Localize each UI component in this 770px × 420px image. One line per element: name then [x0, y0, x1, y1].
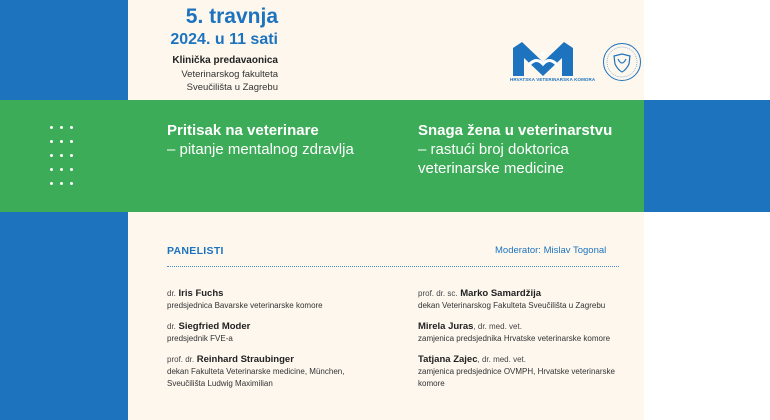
- topic-title: Snaga žena u veterinarstvu: [418, 122, 613, 139]
- panelist: [418, 320, 633, 345]
- panelist-name: Iris Fuchs: [178, 288, 224, 299]
- panelists-heading: PANELISTI: [167, 245, 224, 257]
- panelist-role: predsjednica Bavarske veterinarske komore: [167, 301, 323, 310]
- panelist: [418, 287, 633, 312]
- decor-block-bottom-left: [0, 212, 128, 420]
- panelist-name: Mirela Juras: [418, 321, 474, 332]
- topic-women-in-vet: [418, 121, 643, 178]
- faculty-seal-icon: [602, 42, 642, 82]
- panelist: [167, 353, 382, 390]
- panelist: [418, 353, 633, 390]
- venue-line: Sveučilišta u Zagrebu: [186, 82, 278, 93]
- decor-block-top-left: [0, 0, 128, 100]
- moderator: Moderator: Mislav Togonal: [495, 245, 607, 256]
- panelist: [167, 320, 382, 345]
- panelist-role: zamjenica predsjednice OVMPH, Hrvatske veterinarske komore: [418, 367, 615, 388]
- event-info: [128, 4, 278, 94]
- event-time: 2024. u 11 sati: [170, 31, 278, 48]
- panelist-suffix: , dr. med. vet.: [477, 355, 526, 364]
- panelist-role: zamjenica predsjednika Hrvatske veterinarske komore: [418, 334, 611, 343]
- venue-title: Klinička predavaonica: [172, 55, 278, 66]
- panelist-prefix: dr.: [167, 322, 176, 331]
- divider: [167, 266, 619, 267]
- topic-mental-health: [167, 121, 397, 159]
- panelist-prefix: prof. dr.: [167, 355, 195, 364]
- panelist-role: predsjednik FVE-a: [167, 334, 233, 343]
- event-date: 5. travnja: [185, 5, 278, 28]
- topic-title: Pritisak na veterinare: [167, 122, 319, 139]
- panelist-role: dekan Veterinarskog Fakulteta Sveučilišta u Zagrebu: [418, 301, 606, 310]
- panelist-name: Marko Samardžija: [460, 288, 542, 299]
- panelist-suffix: , dr. med. vet.: [473, 322, 522, 331]
- topic-subtitle: – rastući broj doktorica veterinarske medicine: [418, 141, 569, 177]
- topic-subtitle: – pitanje mentalnog zdravlja: [167, 141, 354, 158]
- panelist-prefix: prof. dr. sc.: [418, 289, 458, 298]
- dot-grid-decoration: [50, 126, 80, 190]
- panelist-name: Tatjana Zajec: [418, 354, 478, 365]
- panelist-name: Reinhard Straubinger: [196, 354, 294, 365]
- panelist-name: Siegfried Moder: [178, 321, 251, 332]
- venue-line: Veterinarskog fakulteta: [181, 69, 278, 80]
- panelists-right: [418, 287, 633, 398]
- panelist: [167, 287, 382, 312]
- decor-block-right: [644, 100, 770, 212]
- panelist-prefix: dr.: [167, 289, 176, 298]
- panelists-left: [167, 287, 382, 398]
- hvk-logo-text: HRVATSKA VETERINARSKA KOMORA: [510, 77, 596, 82]
- panelist-role: dekan Fakulteta Veterinarske medicine, München, Sveučilišta Ludwig Maximilian: [167, 367, 345, 388]
